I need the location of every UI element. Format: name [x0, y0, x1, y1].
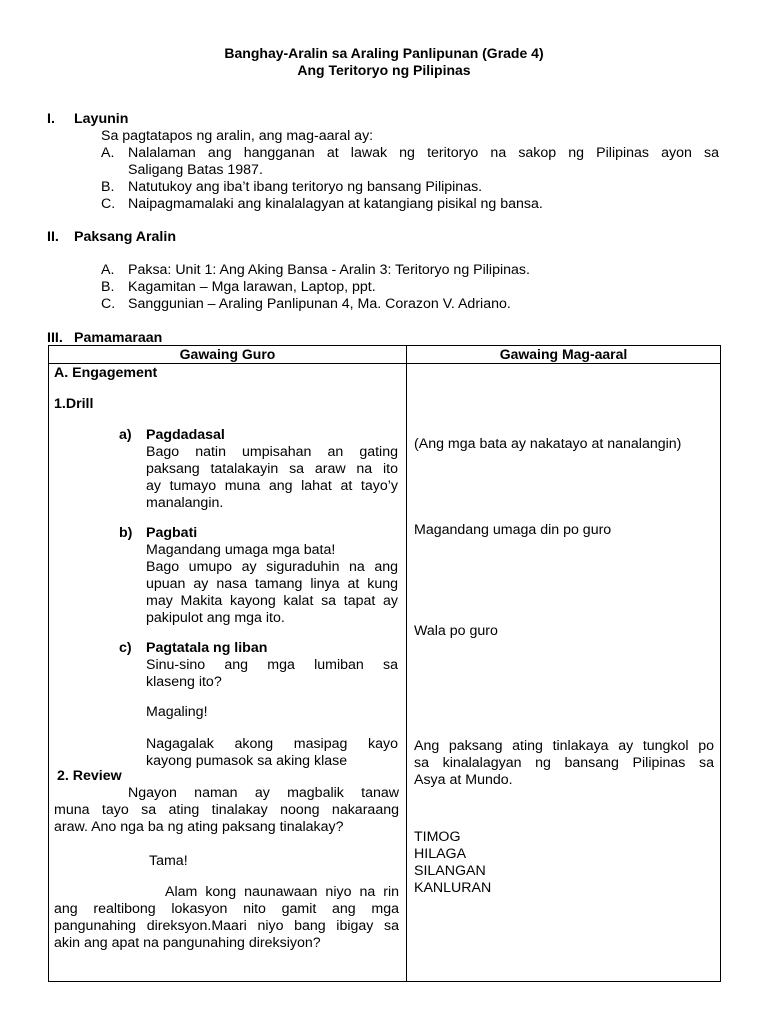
list-letter: C.	[101, 196, 116, 212]
teacher-activity-cell	[49, 364, 407, 982]
pagdadasal-text	[146, 444, 398, 512]
pagdadasal-heading: Pagdadasal	[146, 427, 225, 443]
alam-text	[54, 884, 399, 952]
text-line: Nagagalak akong masipag kayo	[146, 736, 398, 752]
drill-heading: 1.Drill	[54, 396, 94, 412]
review-text	[54, 785, 399, 836]
list-letter: B.	[101, 179, 115, 195]
pagbati-heading: Pagbati	[146, 525, 198, 541]
section-number: I.	[47, 111, 55, 127]
student-topic-response	[414, 738, 714, 789]
text-line: akin ang apat na pangunahing direksiyon?	[54, 935, 321, 951]
text-line: klaseng ito?	[146, 674, 222, 690]
pagtatala-text	[146, 657, 398, 691]
column-header-teacher: Gawaing Guro	[49, 346, 407, 364]
list-text: Natutukoy ang iba’t ibang teritoryo ng bansang Pilipinas.	[128, 179, 483, 195]
section-paksang-aralin-heading	[47, 229, 176, 246]
section-layunin-heading	[47, 111, 128, 128]
text-line: Bago natin umpisahan an gating	[146, 444, 398, 460]
student-directions-response	[414, 829, 491, 897]
list-item	[101, 196, 719, 213]
paksang-aralin-list	[101, 262, 719, 313]
section-number: II.	[47, 229, 59, 245]
list-text: Paksa: Unit 1: Ang Aking Bansa - Aralin 3: Teritoryo ng Pilipinas.	[128, 262, 530, 278]
list-item	[101, 145, 719, 179]
list-item	[101, 279, 719, 296]
list-text: Naipagmamalaki ang kinalalagyan at katangiang pisikal ng bansa.	[128, 196, 543, 212]
list-item	[101, 296, 719, 313]
nagagalak-text	[146, 736, 398, 770]
text-line: ay tumayo muna ang lahat at tayo’y	[146, 478, 398, 494]
direction-item: HILAGA	[414, 846, 467, 862]
text-line: Ngayon naman ay magbalik tanaw	[128, 785, 399, 801]
student-absent-response: Wala po guro	[414, 623, 498, 639]
section-title: Pamamaraan	[74, 330, 163, 346]
student-greeting-response: Magandang umaga din po guro	[414, 522, 612, 538]
section-number: III.	[47, 330, 63, 346]
student-prayer-response: (Ang mga bata ay nakatayo at nanalangin)	[414, 436, 682, 452]
list-text: Sanggunian – Araling Panlipunan 4, Ma. Corazon V. Adriano.	[128, 296, 511, 312]
text-line: pakipulot ang mga ito.	[146, 610, 285, 626]
list-text: Saligang Batas 1987.	[128, 162, 263, 178]
magaling-text: Magaling!	[146, 704, 208, 720]
text-line: may Makita kayong kalat sa tapat ay	[146, 593, 398, 609]
text-line: Ang paksang ating tinlakaya ay tungkol po	[414, 738, 714, 754]
direction-item: KANLURAN	[414, 880, 492, 896]
document-subtitle: Ang Teritoryo ng Pilipinas	[297, 62, 471, 78]
list-item	[101, 179, 719, 196]
pagbati-text	[146, 559, 398, 627]
engagement-heading: A. Engagement	[54, 365, 158, 381]
text-line: araw. Ano nga ba ng ating paksang tinalakay?	[54, 819, 344, 835]
text-line: Sinu-sino ang mga lumiban sa	[146, 657, 398, 673]
text-line: Asya at Mundo.	[414, 772, 513, 788]
direction-item: TIMOG	[414, 829, 461, 845]
section-title: Layunin	[74, 111, 129, 127]
text-line: manalangin.	[146, 495, 224, 511]
list-text: Kagamitan – Mga larawan, Laptop, ppt.	[128, 279, 376, 295]
layunin-list	[101, 145, 719, 213]
item-letter-b: b)	[119, 525, 133, 541]
table-header-row	[49, 346, 721, 364]
list-letter: A.	[101, 145, 115, 161]
list-letter: C.	[101, 296, 116, 312]
list-letter: A.	[101, 262, 115, 278]
text-line: upuan ay nasa tamang linya at kung	[146, 576, 398, 592]
text-line: paksang tatalakayin sa araw na ito	[146, 461, 398, 477]
student-activity-cell	[407, 364, 721, 982]
item-letter-c: c)	[119, 640, 132, 656]
text-line: pangunahing direksyon.Maari niyo bang ibigay sa	[54, 918, 399, 934]
table-row	[49, 364, 721, 982]
tama-text: Tama!	[149, 853, 188, 869]
text-line: ang realtibong lokasyon nito gamit ang mga	[54, 901, 399, 917]
section-title: Paksang Aralin	[74, 229, 176, 245]
text-line: Bago umupo ay siguraduhin na ang	[146, 559, 398, 575]
item-letter-a: a)	[119, 427, 132, 443]
list-text: Nalalaman ang hangganan at lawak ng teritoryo na sakop ng Pilipinas ayon sa	[128, 145, 719, 161]
text-line: kayong pumasok sa aking klase	[146, 753, 348, 769]
layunin-intro: Sa pagtatapos ng aralin, ang mag-aaral ay:	[101, 128, 374, 144]
pagtatala-heading: Pagtatala ng liban	[146, 640, 268, 656]
text-line: Alam kong naunawaan niyo na rin	[165, 884, 399, 900]
column-header-student: Gawaing Mag-aaral	[407, 346, 721, 364]
pagbati-greeting: Magandang umaga mga bata!	[146, 542, 336, 558]
text-line: sa kinalalagyan ng bansang Pilipinas sa	[414, 755, 714, 771]
review-heading: 2. Review	[57, 768, 122, 784]
document-title: Banghay-Aralin sa Araling Panlipunan (Grade 4)	[224, 45, 544, 61]
direction-item: SILANGAN	[414, 863, 486, 879]
list-item	[101, 262, 719, 279]
text-line: muna tayo sa ating tinalakay noong nakaraang	[54, 802, 399, 818]
list-letter: B.	[101, 279, 115, 295]
procedure-table	[48, 345, 721, 982]
